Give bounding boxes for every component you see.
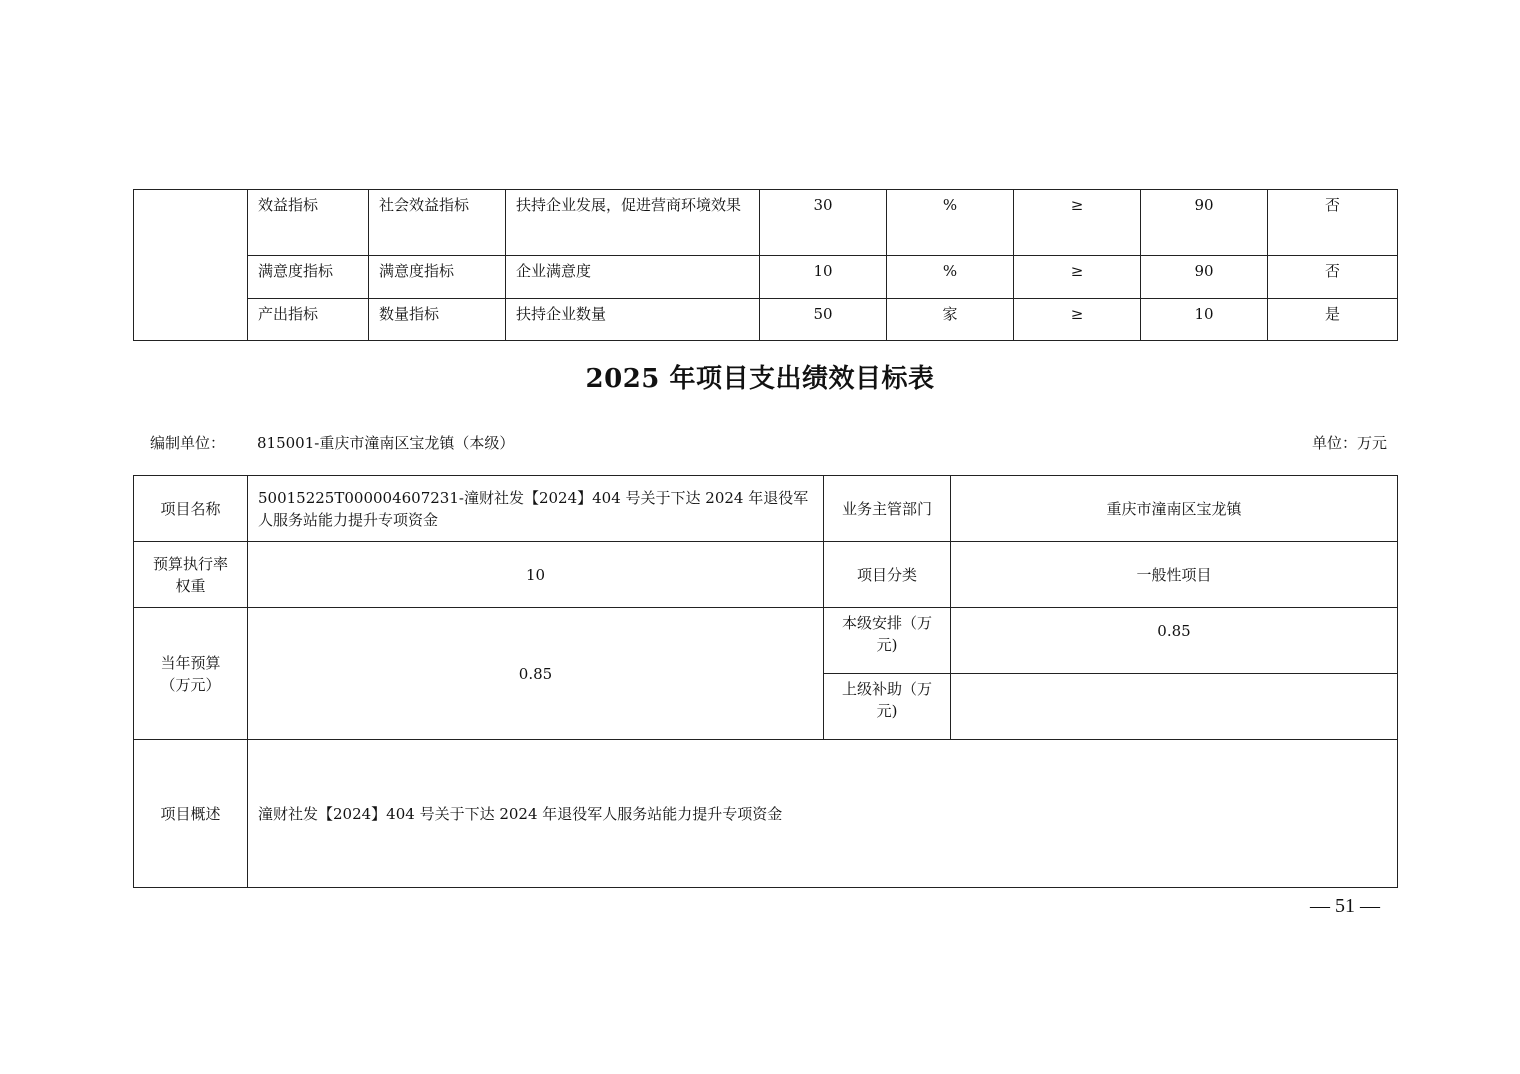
category-label: 项目分类 [824,542,951,608]
indicator-core: 是 [1268,299,1398,341]
indicator-unit: 家 [887,299,1014,341]
indicator-weight: 10 [760,256,887,299]
unit-label: 单位：万元 [1311,434,1387,452]
dept-label: 业务主管部门 [824,476,951,542]
project-name-value: 50015225T000004607231-潼财社发【2024】404 号关于下达 2024 年退役军人服务站能力提升专项资金 [248,476,824,542]
exec-rate-label: 预算执行率权重 [134,542,248,608]
local-budget-value: 0.85 [951,608,1398,674]
indicator-operator: ≥ [1014,190,1141,256]
blank-merged-cell [134,190,248,341]
overview-label: 项目概述 [134,740,248,888]
project-name-label: 项目名称 [134,476,248,542]
level1-indicator: 产出指标 [248,299,369,341]
indicator-unit: % [887,256,1014,299]
indicator-target: 90 [1141,190,1268,256]
level2-indicator: 社会效益指标 [369,190,506,256]
overview-value: 潼财社发【2024】404 号关于下达 2024 年退役军人服务站能力提升专项资金 [248,740,1398,888]
table-row [134,299,1398,341]
indicator-name: 扶持企业发展，促进营商环境效果 [506,190,760,256]
indicator-target: 10 [1141,299,1268,341]
indicator-unit: % [887,190,1014,256]
table-row [134,608,1398,674]
indicator-name: 企业满意度 [506,256,760,299]
page-number: — 51 — [1310,895,1380,917]
page-title: 2025 年项目支出绩效目标表 [585,364,935,394]
indicator-table [133,189,1398,341]
dept-value: 重庆市潼南区宝龙镇 [951,476,1398,542]
upper-subsidy-value [951,674,1398,740]
local-budget-label: 本级安排（万元) [824,608,951,674]
budget-value: 0.85 [248,608,824,740]
level2-indicator: 满意度指标 [369,256,506,299]
indicator-core: 否 [1268,256,1398,299]
compiler-label: 编制单位： [150,434,226,452]
category-value: 一般性项目 [951,542,1398,608]
level1-indicator: 满意度指标 [248,256,369,299]
indicator-weight: 30 [760,190,887,256]
table-row [134,542,1398,608]
table-row [134,476,1398,542]
indicator-target: 90 [1141,256,1268,299]
level2-indicator: 数量指标 [369,299,506,341]
indicator-weight: 50 [760,299,887,341]
table-row [134,740,1398,888]
budget-label: 当年预算（万元） [134,608,248,740]
exec-rate-value: 10 [248,542,824,608]
indicator-name: 扶持企业数量 [506,299,760,341]
indicator-operator: ≥ [1014,299,1141,341]
upper-subsidy-label: 上级补助（万元) [824,674,951,740]
indicator-core: 否 [1268,190,1398,256]
table-row [134,256,1398,299]
table-row [134,190,1398,256]
level1-indicator: 效益指标 [248,190,369,256]
compiler-value: 815001-重庆市潼南区宝龙镇（本级） [257,434,515,452]
indicator-operator: ≥ [1014,256,1141,299]
project-table [133,475,1398,888]
